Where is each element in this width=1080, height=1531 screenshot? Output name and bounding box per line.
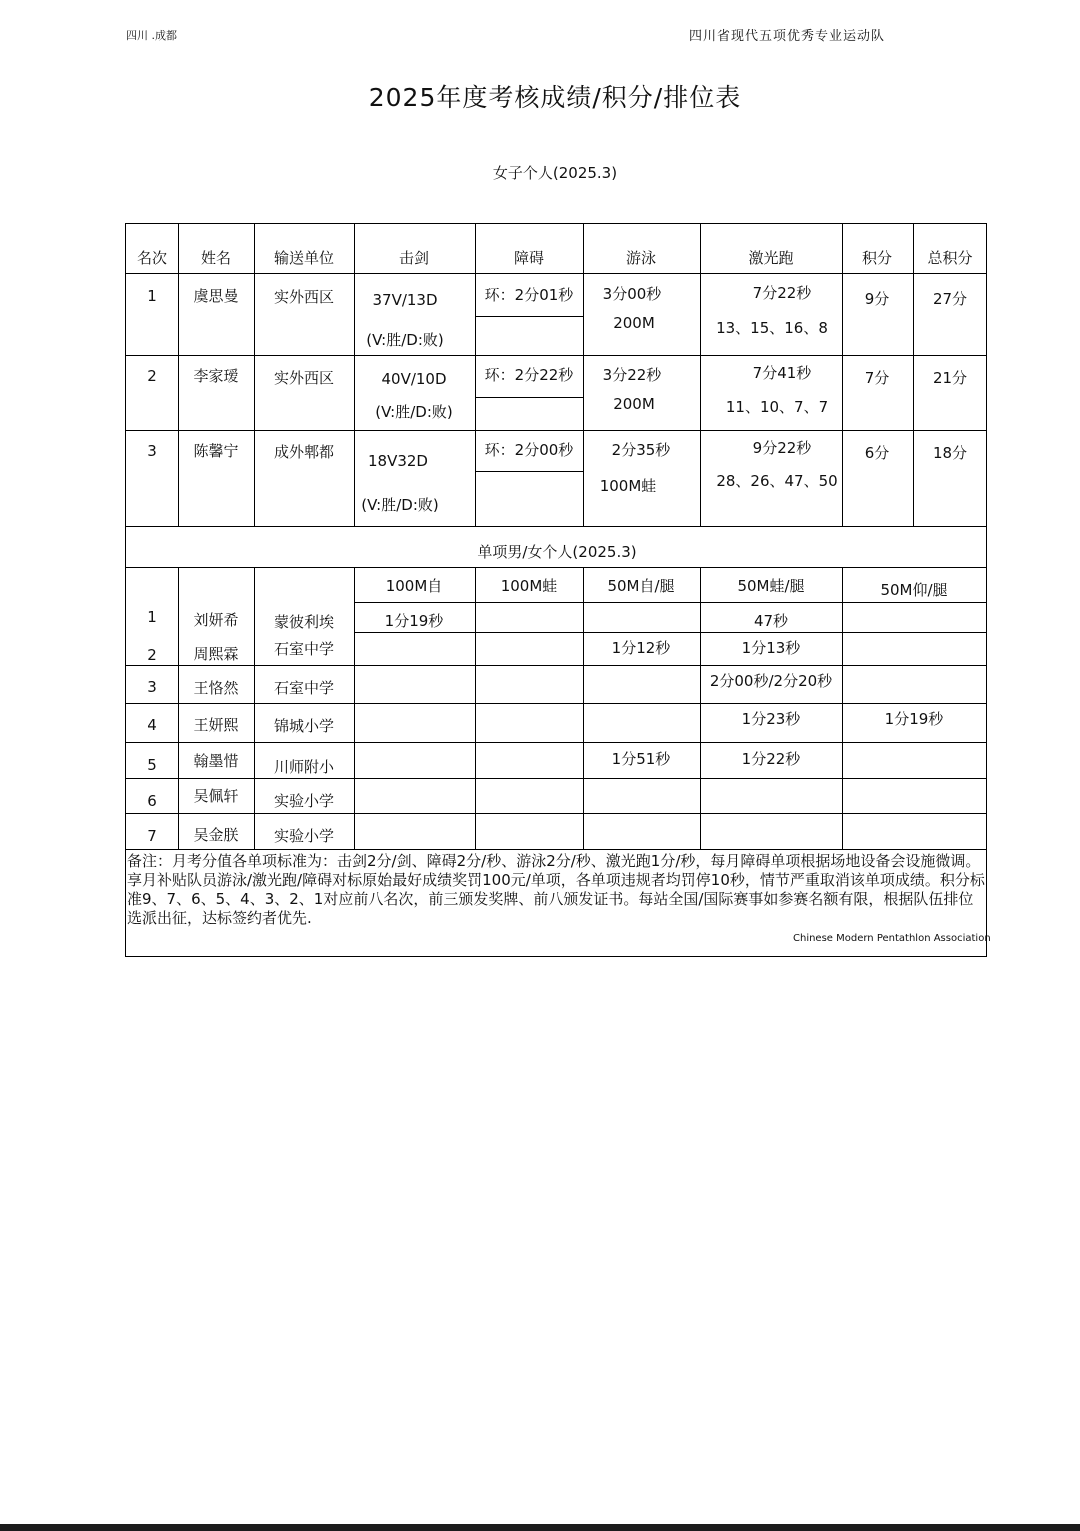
cell-points: 9分 (864, 290, 890, 308)
cell-total: 18分 (932, 444, 968, 462)
table-rule (842, 567, 843, 849)
cell-fencing: 37V/13D (372, 291, 438, 309)
singles-column-header: 50M蛙/腿 (737, 577, 805, 595)
cell-rank: 3 (147, 678, 157, 696)
cell-rank: 5 (147, 756, 157, 774)
cell-unit: 锦城小学 (273, 717, 335, 735)
table-rule (354, 567, 355, 849)
table-rule (475, 471, 583, 472)
singles-column-header: 100M自 (385, 577, 443, 595)
cell-rank: 4 (147, 716, 157, 734)
cell-fencing: 18V32D (368, 452, 428, 470)
cell-rank: 2 (147, 646, 157, 664)
cell-50m-free-kick: 1分12秒 (611, 639, 671, 657)
cell-obstacle: 环：2分00秒 (484, 441, 574, 459)
cell-rank: 1 (147, 287, 157, 305)
column-header: 障碍 (513, 249, 545, 267)
table-rule (178, 223, 179, 526)
column-header: 姓名 (200, 249, 232, 267)
table-rule (354, 602, 987, 603)
table-rule (254, 567, 255, 849)
table-rule (475, 397, 583, 398)
singles-title: 单项男/女个人(2025.3) (477, 543, 637, 561)
header-right: 四川省现代五项优秀专业运动队 (689, 29, 886, 44)
table-rule (700, 223, 701, 526)
cell-50m-breast-kick: 1分23秒 (741, 710, 801, 728)
cell-name: 刘妍希 (193, 611, 239, 629)
cell-50m-back-kick: 1分19秒 (884, 710, 944, 728)
cell-fencing-note: (V:胜/D:败) (361, 496, 439, 514)
singles-column-header: 100M蛙 (500, 577, 558, 595)
table-rule (913, 223, 914, 526)
table-rule (475, 567, 476, 849)
cell-50m-free-kick: 1分51秒 (611, 750, 671, 768)
cell-rank: 1 (147, 608, 157, 626)
table-rule (475, 223, 476, 526)
cell-points: 6分 (864, 444, 890, 462)
cell-fencing: 40V/10D (381, 370, 447, 388)
cell-swim-distance: 100M蛙 (599, 477, 657, 495)
cell-unit: 实验小学 (273, 792, 335, 810)
cell-unit: 实验小学 (273, 827, 335, 845)
cell-total: 27分 (932, 290, 968, 308)
association-name: Chinese Modern Pentathlon Association (793, 933, 991, 944)
cell-rank: 7 (147, 827, 157, 845)
column-header: 激光跑 (748, 249, 794, 267)
cell-name: 王恪然 (193, 679, 239, 697)
cell-points: 7分 (864, 369, 890, 387)
table-rule (583, 223, 584, 526)
cell-unit: 实外西区 (273, 369, 335, 387)
column-header: 积分 (861, 249, 893, 267)
cell-total: 21分 (932, 369, 968, 387)
table-rule (254, 223, 255, 526)
cell-laser-time: 7分41秒 (752, 364, 812, 382)
cell-fencing-note: (V:胜/D:败) (366, 331, 444, 349)
page-title: 2025年度考核成绩/积分/排位表 (368, 83, 742, 112)
cell-name: 李家瑷 (193, 367, 239, 385)
cell-name: 吴佩轩 (193, 787, 239, 805)
cell-unit: 川师附小 (273, 758, 335, 776)
cell-rank: 6 (147, 792, 157, 810)
table-rule (842, 223, 843, 526)
table-rule (354, 223, 355, 526)
header-left: 四川 .成都 (126, 29, 177, 42)
cell-laser-time: 9分22秒 (752, 439, 812, 457)
cell-50m-breast-kick: 1分22秒 (741, 750, 801, 768)
singles-column-header: 50M仰/腿 (880, 581, 948, 599)
cell-100m-free: 1分19秒 (384, 612, 444, 630)
column-header: 输送单位 (273, 249, 335, 267)
cell-rank: 3 (147, 442, 157, 460)
cell-swim-time: 3分22秒 (602, 366, 662, 384)
cell-laser-time: 7分22秒 (752, 284, 812, 302)
cell-rank: 2 (147, 367, 157, 385)
cell-50m-breast-kick: 2分00秒/2分20秒 (709, 672, 833, 690)
bottom-bar (0, 1524, 1080, 1531)
cell-50m-breast-kick: 1分13秒 (741, 639, 801, 657)
cell-laser-detail: 13、15、16、8 (716, 319, 828, 337)
table-rule (125, 849, 987, 850)
cell-name: 周熙霖 (193, 645, 239, 663)
table-rule (475, 316, 583, 317)
section-subtitle: 女子个人(2025.3) (492, 164, 618, 182)
column-header: 总积分 (927, 249, 973, 267)
remarks-note: 备注：月考分值各单项标准为：击剑2分/剑、障碍2分/秒、游泳2分/秒、激光跑1分/秒，每月障碍单项根据场地设备会设施微调。享月补贴队员游泳/激光跑/障碍对标原始最好成绩奖罚100元/单项，各单项违规者均罚停10秒，情节严重取消该单项成绩。积分标准9、7、6、5、4、3、2、1对应前八名次，前三颁发奖牌、前八颁发证书。每站全国/国际赛事如参赛名额有限，根据队伍排位选派出征，达标签约者优先. (127, 852, 985, 927)
cell-unit: 实外西区 (273, 288, 335, 306)
cell-swim-time: 3分00秒 (602, 285, 662, 303)
cell-name: 虞思曼 (193, 287, 239, 305)
cell-name: 翰墨惜 (193, 752, 239, 770)
cell-unit: 蒙彼利埃 (273, 613, 335, 631)
table-rule (700, 567, 701, 849)
cell-laser-detail: 11、10、7、7 (725, 398, 829, 416)
cell-obstacle: 环：2分01秒 (484, 286, 574, 304)
cell-laser-detail: 28、26、47、50 (716, 472, 838, 490)
cell-50m-breast-kick: 47秒 (753, 612, 789, 630)
cell-swim-distance: 200M (613, 314, 655, 332)
table-rule (583, 567, 584, 849)
cell-swim-distance: 200M (613, 395, 655, 413)
column-header: 击剑 (398, 249, 430, 267)
column-header: 游泳 (625, 249, 657, 267)
table-rule (178, 567, 179, 849)
cell-unit: 石室中学 (273, 640, 335, 658)
column-header: 名次 (136, 249, 168, 267)
cell-obstacle: 环：2分22秒 (484, 366, 574, 384)
cell-name: 吴金朕 (193, 826, 239, 844)
cell-swim-time: 2分35秒 (611, 441, 671, 459)
cell-unit: 成外郫都 (273, 443, 335, 461)
cell-unit: 石室中学 (273, 679, 335, 697)
table-rule (125, 526, 987, 527)
cell-name: 陈馨宁 (193, 442, 239, 460)
singles-column-header: 50M自/腿 (607, 577, 675, 595)
table-rule (354, 632, 987, 633)
cell-name: 王妍熙 (193, 716, 239, 734)
cell-fencing-note: (V:胜/D:败) (375, 403, 453, 421)
